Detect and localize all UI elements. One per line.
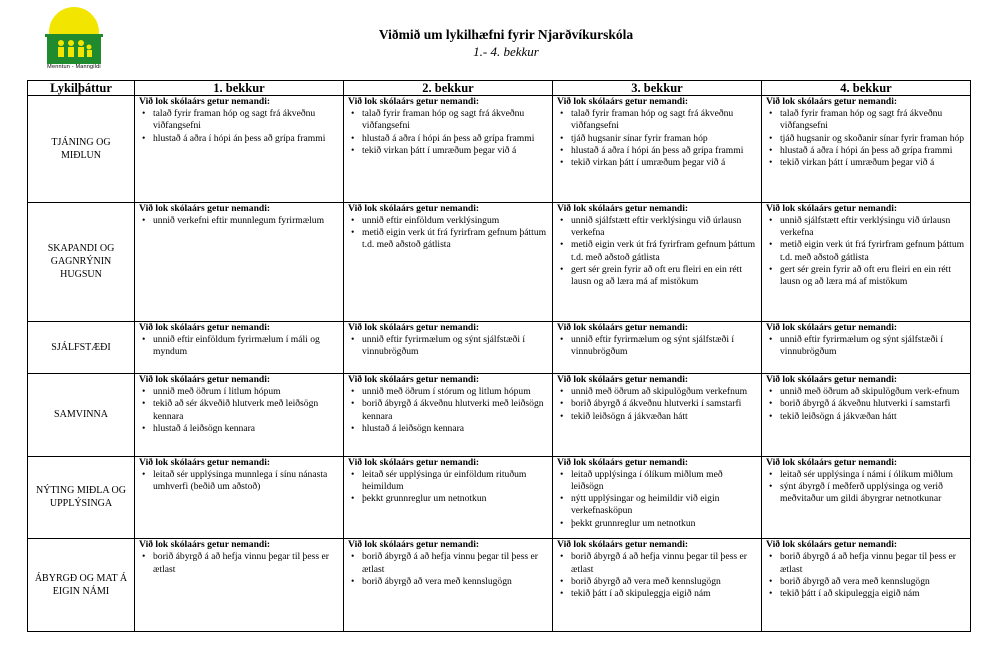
list-item: • tekið leiðsögn á jákvæðan hátt: [766, 411, 966, 423]
cell-intro: Við lok skólaárs getur nemandi:: [557, 374, 689, 386]
criteria-cell: [762, 456, 971, 539]
list-item: • borið ábyrgð að vera með kennslugögn: [557, 576, 757, 588]
cell-intro: Við lok skólaárs getur nemandi:: [766, 202, 898, 214]
criteria-list: [139, 334, 339, 358]
row-heading: NÝTING MIÐLA OG UPPLÝSINGA: [28, 456, 135, 539]
criteria-cell: [344, 202, 553, 321]
list-item: • leitað sér upplýsinga í námi í ólíkum miðlum: [766, 469, 966, 481]
list-item: • leitað sér upplýsinga munnlega í sínu nánasta umhverfi (beðið um aðstoð): [139, 469, 339, 493]
list-item: • borið ábyrgð á að hefja vinnu þegar til þess er ætlast: [139, 551, 339, 575]
criteria-list: [139, 108, 339, 145]
list-item: • borið ábyrgð að vera með kennslugögn: [766, 576, 966, 588]
list-item: • borið ábyrgð að vera með kennslugögn: [348, 576, 548, 588]
page-subtitle: 1.- 4. bekkur: [473, 44, 539, 59]
cell-intro: Við lok skólaárs getur nemandi:: [766, 374, 898, 386]
criteria-cell: [135, 456, 344, 539]
cell-intro: Við lok skólaárs getur nemandi:: [557, 202, 689, 214]
criteria-cell: [762, 202, 971, 321]
criteria-table: [27, 80, 971, 632]
criteria-list: [766, 469, 966, 506]
criteria-cell: [344, 374, 553, 457]
list-item: • unnið eftir fyrirmælum og sýnt sjálfstæði í vinnubrögðum: [348, 334, 548, 358]
cell-intro: Við lok skólaárs getur nemandi:: [139, 321, 271, 333]
criteria-cell: [135, 374, 344, 457]
criteria-cell: [135, 202, 344, 321]
list-item: • tekið þátt í að skipuleggja eigið nám: [557, 588, 757, 600]
list-item: • tekið að sér ákveðið hlutverk með leiðsögn kennara: [139, 398, 339, 422]
criteria-list: [348, 215, 548, 252]
criteria-cell: [553, 539, 762, 632]
cell-intro: Við lok skólaárs getur nemandi:: [557, 539, 689, 551]
table-row: [28, 539, 971, 632]
cell-intro: Við lok skólaárs getur nemandi:: [348, 321, 480, 333]
column-header: 3. bekkur: [553, 81, 762, 96]
list-item: • unnið með öðrum í litlum hópum: [139, 386, 339, 398]
list-item: • hlustað á leiðsögn kennara: [348, 423, 548, 435]
column-header: 1. bekkur: [135, 81, 344, 96]
list-item: • talað fyrir framan hóp og sagt frá ákveðnu viðfangsefni: [348, 108, 548, 132]
list-item: • unnið eftir einföldum verklýsingum: [348, 215, 548, 227]
table-header-row: [28, 81, 971, 96]
list-item: • leitað sér upplýsinga úr einföldum rituðum heimildum: [348, 469, 548, 493]
list-item: • borið ábyrgð á að hefja vinnu þegar til þess er ætlast: [557, 551, 757, 575]
list-item: • unnið sjálfstætt eftir verklýsingu við úrlausn verkefna: [766, 215, 966, 239]
list-item: • nýtt upplýsingar og heimildir við eigin verkefnasköpun: [557, 493, 757, 517]
list-item: • borið ábyrgð á ákveðnu hlutverki með leiðsögn kennara: [348, 398, 548, 422]
criteria-list: [557, 215, 757, 288]
list-item: • tjáð hugsanir sínar fyrir framan hóp: [557, 133, 757, 145]
list-item: • unnið eftir fyrirmælum og sýnt sjálfstæði í vinnubrögðum: [557, 334, 757, 358]
criteria-list: [557, 108, 757, 169]
cell-intro: Við lok skólaárs getur nemandi:: [766, 96, 898, 107]
criteria-cell: [344, 321, 553, 373]
list-item: • þekkt grunnreglur um netnotkun: [348, 493, 548, 505]
criteria-cell: [553, 96, 762, 203]
row-heading: SJÁLFSTÆÐI: [28, 321, 135, 373]
criteria-cell: [762, 321, 971, 373]
cell-intro: Við lok skólaárs getur nemandi:: [348, 539, 480, 551]
criteria-list: [348, 469, 548, 506]
row-heading: SAMVINNA: [28, 374, 135, 457]
table-row: [28, 374, 971, 457]
page-title: Viðmið um lykilhæfni fyrir Njarðvíkurskóla: [378, 27, 634, 42]
cell-intro: Við lok skólaárs getur nemandi:: [348, 456, 480, 468]
criteria-list: [766, 551, 966, 600]
list-item: • hlustað á aðra í hópi án þess að grípa frammi: [348, 133, 548, 145]
list-item: • talað fyrir framan hóp og sagt frá ákveðnu viðfangsefni: [766, 108, 966, 132]
list-item: • unnið með öðrum í stórum og litlum hópum: [348, 386, 548, 398]
criteria-list: [348, 551, 548, 588]
list-item: • hlustað á aðra í hópi án þess að grípa frammi: [139, 133, 339, 145]
criteria-list: [766, 215, 966, 288]
column-header: Lykilþáttur: [28, 81, 135, 96]
cell-intro: Við lok skólaárs getur nemandi:: [766, 456, 898, 468]
list-item: • unnið verkefni eftir munnlegum fyrirmælum: [139, 215, 339, 227]
list-item: • tekið leiðsögn á jákvæðan hátt: [557, 411, 757, 423]
criteria-cell: [762, 374, 971, 457]
table-row: [28, 456, 971, 539]
cell-intro: Við lok skólaárs getur nemandi:: [139, 374, 271, 386]
list-item: • gert sér grein fyrir að oft eru fleiri en ein rétt lausn og að læra má af mistökum: [766, 264, 966, 288]
criteria-list: [139, 469, 339, 493]
cell-intro: Við lok skólaárs getur nemandi:: [766, 321, 898, 333]
cell-intro: Við lok skólaárs getur nemandi:: [139, 539, 271, 551]
list-item: • talað fyrir framan hóp og sagt frá ákveðnu viðfangsefni: [139, 108, 339, 132]
criteria-cell: [135, 539, 344, 632]
list-item: • hlustað á aðra í hópi án þess að grípa frammi: [766, 145, 966, 157]
list-item: • unnið sjálfstætt eftir verklýsingu við úrlausn verkefna: [557, 215, 757, 239]
criteria-list: [139, 551, 339, 575]
criteria-list: [557, 386, 757, 423]
list-item: • unnið eftir einföldum fyrirmælum í máli og myndum: [139, 334, 339, 358]
criteria-cell: [762, 539, 971, 632]
column-header: 2. bekkur: [344, 81, 553, 96]
cell-intro: Við lok skólaárs getur nemandi:: [557, 96, 689, 107]
cell-intro: Við lok skólaárs getur nemandi:: [557, 321, 689, 333]
criteria-list: [766, 386, 966, 423]
list-item: • borið ábyrgð á að hefja vinnu þegar til þess er ætlast: [766, 551, 966, 575]
criteria-cell: [344, 96, 553, 203]
row-heading: TJÁNING OG MIÐLUN: [28, 96, 135, 203]
criteria-cell: [135, 321, 344, 373]
cell-intro: Við lok skólaárs getur nemandi:: [348, 374, 480, 386]
list-item: • tekið þátt í að skipuleggja eigið nám: [766, 588, 966, 600]
list-item: • sýnt ábyrgð í meðferð upplýsinga og verið meðvitaður um gildi ábyrgrar netnotkunar: [766, 481, 966, 505]
criteria-list: [766, 334, 966, 358]
list-item: • unnið með öðrum að skipulögðum verkefnum: [557, 386, 757, 398]
criteria-list: [139, 215, 339, 227]
list-item: • borið ábyrgð á að hefja vinnu þegar til þess er ætlast: [348, 551, 548, 575]
row-heading: ÁBYRGÐ OG MAT Á EIGIN NÁMI: [28, 539, 135, 632]
list-item: • gert sér grein fyrir að oft eru fleiri en ein rétt lausn og að læra má af mistökum: [557, 264, 757, 288]
table-row: [28, 202, 971, 321]
criteria-list: [557, 334, 757, 358]
cell-intro: Við lok skólaárs getur nemandi:: [139, 96, 271, 107]
table-row: [28, 96, 971, 203]
criteria-list: [139, 386, 339, 435]
cell-intro: Við lok skólaárs getur nemandi:: [348, 96, 480, 107]
cell-intro: Við lok skólaárs getur nemandi:: [766, 539, 898, 551]
criteria-cell: [553, 202, 762, 321]
list-item: • metið eigin verk út frá fyrirfram gefnum þáttum t.d. með aðstoð gátlista: [766, 239, 966, 263]
criteria-cell: [553, 456, 762, 539]
cell-intro: Við lok skólaárs getur nemandi:: [139, 456, 271, 468]
list-item: • þekkt grunnreglur um netnotkun: [557, 518, 757, 530]
criteria-list: [348, 108, 548, 157]
table-row: [28, 321, 971, 373]
criteria-cell: [344, 456, 553, 539]
criteria-cell: [553, 321, 762, 373]
list-item: • unnið með öðrum að skipulögðum verk-efnum: [766, 386, 966, 398]
criteria-cell: [553, 374, 762, 457]
list-item: • hlustað á aðra í hópi án þess að grípa frammi: [557, 145, 757, 157]
criteria-list: [348, 334, 548, 358]
criteria-list: [766, 108, 966, 169]
list-item: • tekið virkan þátt í umræðum þegar við á: [348, 145, 548, 157]
list-item: • metið eigin verk út frá fyrirfram gefnum þáttum t.d. með aðstoð gátlista: [557, 239, 757, 263]
list-item: • borið ábyrgð á ákveðnu hlutverki í samstarfi: [557, 398, 757, 410]
list-item: • tekið virkan þátt í umræðum þegar við á: [557, 157, 757, 169]
list-item: • tekið virkan þátt í umræðum þegar við á: [766, 157, 966, 169]
row-heading: SKAPANDI OG GAGNRÝNIN HUGSUN: [28, 202, 135, 321]
list-item: • metið eigin verk út frá fyrirfram gefnum þáttum t.d. með aðstoð gátlista: [348, 227, 548, 251]
column-header: 4. bekkur: [762, 81, 971, 96]
cell-intro: Við lok skólaárs getur nemandi:: [557, 456, 689, 468]
criteria-list: [348, 386, 548, 435]
list-item: • leitað upplýsinga í ólíkum miðlum með leiðsögn: [557, 469, 757, 493]
criteria-list: [557, 551, 757, 600]
cell-intro: Við lok skólaárs getur nemandi:: [348, 202, 480, 214]
list-item: • borið ábyrgð á ákveðnu hlutverki í samstarfi: [766, 398, 966, 410]
criteria-cell: [344, 539, 553, 632]
list-item: • talað fyrir framan hóp og sagt frá ákveðnu viðfangsefni: [557, 108, 757, 132]
list-item: • hlustað á leiðsögn kennara: [139, 423, 339, 435]
criteria-cell: [135, 96, 344, 203]
list-item: • tjáð hugsanir og skoðanir sínar fyrir framan hóp: [766, 133, 966, 145]
cell-intro: Við lok skólaárs getur nemandi:: [139, 202, 271, 214]
logo-caption: Menntun - Manngildi: [47, 64, 101, 70]
criteria-list: [557, 469, 757, 530]
list-item: • unnið eftir fyrirmælum og sýnt sjálfstæði í vinnubrögðum: [766, 334, 966, 358]
criteria-cell: [762, 96, 971, 203]
